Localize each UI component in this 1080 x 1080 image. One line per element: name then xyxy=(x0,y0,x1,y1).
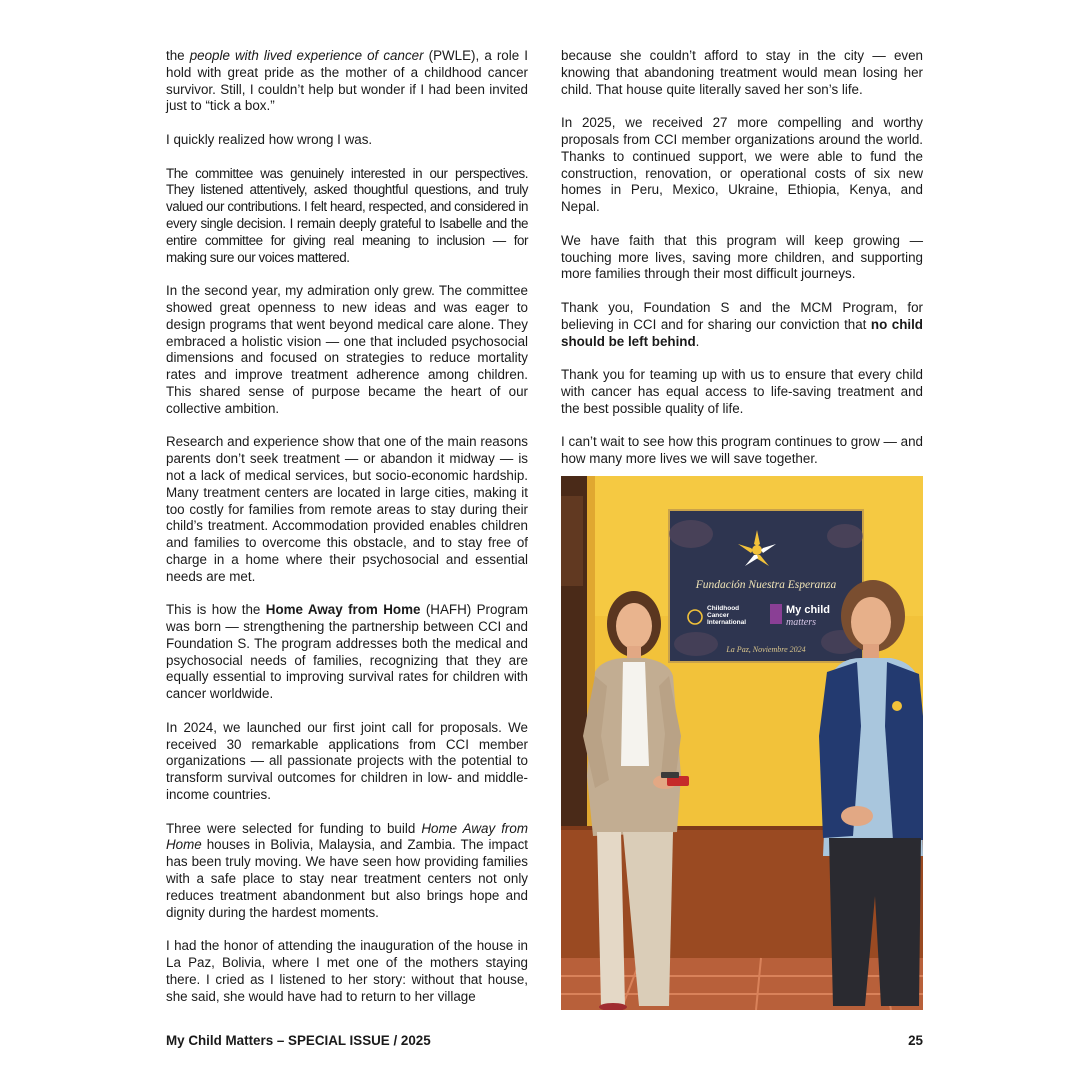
svg-text:Cancer: Cancer xyxy=(707,612,730,619)
svg-text:matters: matters xyxy=(786,617,816,628)
page-number: 25 xyxy=(908,1033,923,1048)
plaque xyxy=(669,510,863,662)
svg-text:International: International xyxy=(707,619,747,626)
paragraph: This is how the Home Away from Home (HAFH) Program was born — strengthening the partnership between CCI and Foundation S. The program addresses both the medical and psychosocial needs of families, recognizing that they are equally essential to improving survival rates for children with cancer worldwide. xyxy=(166,602,528,702)
paragraph: the people with lived experience of cancer (PWLE), a role I hold with great pride as the mother of a childhood cancer survivor. Still, I couldn’t help but wonder if I had been invited just to “tick a box.” xyxy=(166,48,528,114)
paragraph: Thank you, Foundation S and the MCM Program, for believing in CCI and for sharing our conviction that no child should be left behind. xyxy=(561,299,923,349)
paragraph: I can’t wait to see how this program continues to grow — and how many more lives we will save together. xyxy=(561,434,923,467)
svg-text:Childhood: Childhood xyxy=(707,605,740,612)
plaque-title: Fundación Nuestra Esperanza xyxy=(695,579,837,591)
article-column-left xyxy=(166,48,528,1005)
paragraph: Research and experience show that one of the main reasons parents don’t seek treatment — or abandon it midway — is not a lack of medical services, but socio-economic hardship. Many treatment centers are located in large cities, making it too costly for families from remote areas to stay during their child’s treatment. Accommodation provided enables children and families to overcome this obstacle, and to stay free of charge in a home where their psychosocial and essential needs are met. xyxy=(166,434,528,584)
paragraph: In 2025, we received 27 more compelling and worthy proposals from CCI member organizations around the world. Thanks to continued support, we were able to fund the construction, renovation, or operational costs of six new homes in Peru, Mexico, Ukraine, Ethiopia, Kenya, and Nepal. xyxy=(561,115,923,215)
paragraph: In 2024, we launched our first joint call for proposals. We received 30 remarkable applications from CCI member organizations — all passionate projects with the potential to transform survival outcomes for children in low- and middle-income countries. xyxy=(166,719,528,803)
article-column-right xyxy=(561,48,923,468)
inauguration-photo xyxy=(561,476,923,1010)
svg-text:My child: My child xyxy=(786,604,831,616)
paragraph: I quickly realized how wrong I was. xyxy=(166,131,373,147)
footer-title: My Child Matters – SPECIAL ISSUE / 2025 xyxy=(166,1033,431,1048)
paragraph: Three were selected for funding to build Home Away from Home houses in Bolivia, Malaysia, and Zambia. The impact has been truly moving. We have seen how providing families with a safe place to stay near treatment centers not only reduces treatment abandonment but also brings hope and dignity during the hardest moments. xyxy=(166,820,528,920)
paragraph: We have faith that this program will keep growing — touching more lives, saving more children, and supporting more families through their most difficult journeys. xyxy=(561,232,923,282)
paragraph: I had the honor of attending the inauguration of the house in La Paz, Bolivia, where I met one of the mothers staying there. I cried as I listened to her story: without that house, she said, she would have had to return to her village xyxy=(166,938,528,1004)
paragraph: The committee was genuinely interested in our perspectives. They listened attentively, asked thoughtful questions, and truly valued our contributions. I felt heard, respected, and considered in every single decision. I remain deeply grateful to Isabelle and the entire committee for giving real meaning to inclusion — for making sure our voices mattered. xyxy=(166,165,528,265)
paragraph: because she couldn’t afford to stay in the city — even knowing that abandoning treatment would mean losing her child. That house quite literally saved her son’s life. xyxy=(561,48,923,97)
plaque-place-date: La Paz, Noviembre 2024 xyxy=(726,645,806,654)
paragraph: Thank you for teaming up with us to ensure that every child with cancer has equal access to life-saving treatment and the best possible quality of life. xyxy=(561,367,923,416)
paragraph: In the second year, my admiration only grew. The committee showed great openness to new ideas and was eager to design programs that went beyond medical care alone. They embraced a holistic vision — one that included psychosocial dimensions and focused on strategies to reduce mortality rates and improve treatment adherence among children. This shared sense of purpose became the heart of our collective ambition. xyxy=(166,283,528,416)
